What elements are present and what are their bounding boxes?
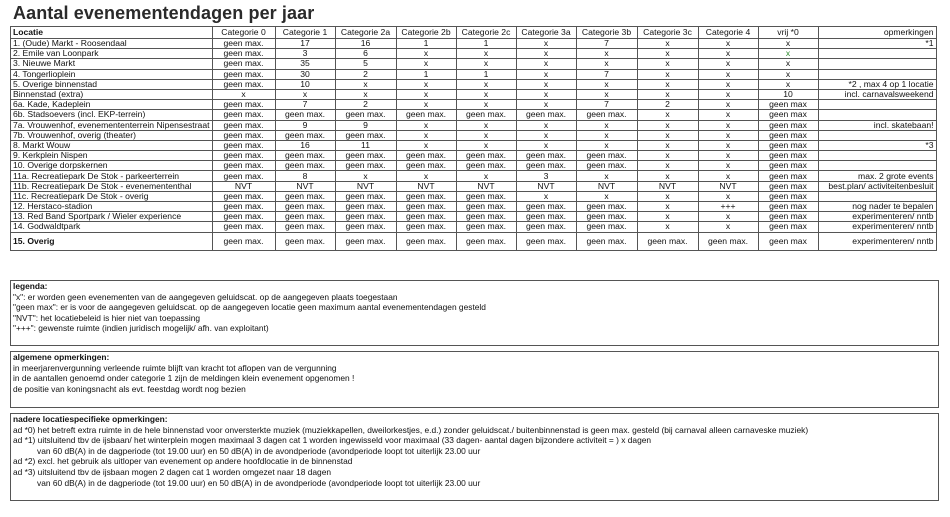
table-row: [11, 49, 937, 59]
value-cell: x: [396, 79, 456, 89]
value-cell: 8: [275, 171, 335, 181]
value-cell: x: [516, 59, 576, 69]
value-cell: x: [576, 49, 637, 59]
location-cell: 11c. Recreatiepark De Stok - overig: [11, 191, 213, 201]
value-cell: x: [456, 100, 516, 110]
value-cell: x: [758, 39, 818, 49]
value-cell: x: [637, 120, 698, 130]
value-cell: x: [698, 120, 758, 130]
value-cell: geen max.: [456, 191, 516, 201]
remarks-cell: [818, 59, 936, 69]
value-cell: geen max.: [335, 212, 396, 222]
value-cell: 1: [456, 69, 516, 79]
table-row: [11, 202, 937, 212]
column-header: vrij *0: [758, 27, 818, 39]
value-cell: geen max.: [212, 59, 275, 69]
column-header: Categorie 2c: [456, 27, 516, 39]
legend-line: "+++": gewenste ruimte (indien juridisch mogelijk/ afh. van exploitant): [13, 323, 269, 334]
value-cell: x: [637, 140, 698, 150]
table-row: [11, 161, 937, 171]
table-row: [11, 171, 937, 181]
value-cell: 11: [335, 140, 396, 150]
remarks-cell: incl. carnavalsweekend: [818, 89, 936, 99]
value-cell: x: [637, 89, 698, 99]
location-cell: Binnenstad (extra): [11, 89, 213, 99]
table-row: [11, 140, 937, 150]
location-cell: 11b. Recreatiepark De Stok - evenemententhal: [11, 181, 213, 191]
value-cell: geen max.: [275, 212, 335, 222]
value-cell: x: [698, 49, 758, 59]
value-cell: geen max.: [212, 212, 275, 222]
value-cell: x: [576, 171, 637, 181]
value-cell: x: [698, 89, 758, 99]
value-cell: geen max: [758, 110, 818, 120]
column-header: Locatie: [11, 27, 213, 39]
value-cell: x: [637, 202, 698, 212]
value-cell: x: [396, 120, 456, 130]
value-cell: NVT: [335, 181, 396, 191]
table-row: [11, 69, 937, 79]
value-cell: x: [637, 59, 698, 69]
location-cell: 2. Emile van Loonpark: [11, 49, 213, 59]
value-cell: geen max.: [275, 130, 335, 140]
value-cell: x: [396, 89, 456, 99]
value-cell: 9: [335, 120, 396, 130]
remarks-cell: *2 , max 4 op 1 locatie: [818, 79, 936, 89]
value-cell: geen max.: [275, 191, 335, 201]
column-header: Categorie 2b: [396, 27, 456, 39]
remarks-cell: [818, 110, 936, 120]
value-cell: x: [516, 49, 576, 59]
general-heading: algemene opmerkingen:: [13, 352, 110, 362]
remarks-cell: *3: [818, 140, 936, 150]
value-cell: x: [698, 161, 758, 171]
value-cell: geen max.: [335, 151, 396, 161]
legend-line: "geen max": er is voor de aangegeven geluidscat. op de aangegeven locatie geen maximum aantal evenementendagen gesteld: [13, 302, 486, 313]
table-row: [11, 222, 937, 232]
value-cell: x: [698, 69, 758, 79]
column-header: Categorie 0: [212, 27, 275, 39]
value-cell: 30: [275, 69, 335, 79]
value-cell: geen max: [758, 151, 818, 161]
remarks-cell: experimenteren/ nntb: [818, 232, 936, 250]
value-cell: geen max: [758, 202, 818, 212]
value-cell: geen max.: [212, 100, 275, 110]
value-cell: geen max.: [456, 232, 516, 250]
value-cell: x: [396, 171, 456, 181]
value-cell: 10: [275, 79, 335, 89]
location-cell: 3. Nieuwe Markt: [11, 59, 213, 69]
value-cell: geen max.: [637, 232, 698, 250]
remarks-cell: incl. skatebaan!: [818, 120, 936, 130]
location-cell: 4. Tongerlioplein: [11, 69, 213, 79]
value-cell: geen max: [758, 232, 818, 250]
column-header: Categorie 2a: [335, 27, 396, 39]
value-cell: x: [758, 49, 818, 59]
value-cell: geen max.: [335, 191, 396, 201]
value-cell: x: [698, 59, 758, 69]
value-cell: x: [637, 39, 698, 49]
page-title: Aantal evenementendagen per jaar: [13, 3, 315, 23]
value-cell: geen max.: [335, 130, 396, 140]
value-cell: x: [456, 171, 516, 181]
value-cell: geen max.: [396, 151, 456, 161]
value-cell: x: [335, 171, 396, 181]
value-cell: x: [698, 100, 758, 110]
table-header-row: [11, 27, 937, 39]
location-cell: 7b. Vrouwenhof, overig (theater): [11, 130, 213, 140]
value-cell: geen max.: [516, 151, 576, 161]
value-cell: geen max.: [212, 69, 275, 79]
table-row: [11, 39, 937, 49]
value-cell: x: [396, 130, 456, 140]
general-line: de positie van koningsnacht als evt. feestdag wordt nog bezien: [13, 383, 246, 394]
value-cell: 17: [275, 39, 335, 49]
value-cell: geen max.: [576, 151, 637, 161]
value-cell: x: [516, 39, 576, 49]
location-cell: 1. (Oude) Markt - Roosendaal: [11, 39, 213, 49]
general-line: in de aantallen genoemd onder categorie 1 zijn de meldingen klein evenement opgenomen !: [13, 373, 355, 384]
value-cell: 1: [396, 69, 456, 79]
value-cell: geen max.: [698, 232, 758, 250]
value-cell: geen max.: [576, 212, 637, 222]
value-cell: x: [637, 171, 698, 181]
value-cell: x: [516, 120, 576, 130]
value-cell: x: [456, 59, 516, 69]
value-cell: geen max.: [396, 161, 456, 171]
value-cell: geen max.: [516, 222, 576, 232]
remarks-cell: [818, 151, 936, 161]
value-cell: x: [637, 222, 698, 232]
value-cell: x: [396, 59, 456, 69]
value-cell: geen max.: [576, 110, 637, 120]
value-cell: geen max.: [456, 222, 516, 232]
value-cell: x: [516, 130, 576, 140]
remarks-cell: *1: [818, 39, 936, 49]
value-cell: geen max.: [396, 191, 456, 201]
location-cell: 7a. Vrouwenhof, evenemententerrein Nipensestraat: [11, 120, 213, 130]
remarks-cell: experimenteren/ nntb: [818, 212, 936, 222]
value-cell: x: [335, 79, 396, 89]
table-row: [11, 100, 937, 110]
table-row: [11, 191, 937, 201]
value-cell: NVT: [212, 181, 275, 191]
value-cell: geen max.: [212, 161, 275, 171]
value-cell: geen max.: [275, 161, 335, 171]
table-row: [11, 120, 937, 130]
value-cell: x: [576, 89, 637, 99]
table-row: [11, 110, 937, 120]
value-cell: x: [456, 130, 516, 140]
specific-line: ad *1) uitsluitend tbv de ijsbaan/ het winterplein mogen maximaal 3 dagen cat 1 worden ingewisseld voor maximaal (33 dagen- aantal dagen bijzondere activiteit = ) x dagen: [13, 435, 652, 446]
value-cell: x: [758, 59, 818, 69]
value-cell: x: [456, 120, 516, 130]
value-cell: NVT: [456, 181, 516, 191]
location-cell: 8. Markt Wouw: [11, 140, 213, 150]
value-cell: geen max.: [516, 110, 576, 120]
value-cell: geen max.: [212, 222, 275, 232]
legend-heading: legenda:: [13, 281, 48, 291]
value-cell: x: [637, 151, 698, 161]
value-cell: x: [576, 140, 637, 150]
event-days-table: [10, 26, 937, 251]
value-cell: x: [456, 79, 516, 89]
value-cell: geen max.: [396, 202, 456, 212]
value-cell: x: [637, 161, 698, 171]
value-cell: geen max: [758, 171, 818, 181]
value-cell: geen max.: [212, 79, 275, 89]
value-cell: geen max.: [576, 222, 637, 232]
table-row: [11, 232, 937, 250]
value-cell: 16: [275, 140, 335, 150]
value-cell: x: [758, 79, 818, 89]
remarks-cell: [818, 130, 936, 140]
value-cell: x: [516, 140, 576, 150]
value-cell: geen max.: [212, 191, 275, 201]
value-cell: geen max: [758, 120, 818, 130]
value-cell: geen max.: [335, 110, 396, 120]
column-header: Categorie 4: [698, 27, 758, 39]
value-cell: geen max.: [212, 130, 275, 140]
value-cell: geen max.: [335, 222, 396, 232]
value-cell: 9: [275, 120, 335, 130]
table-row: [11, 59, 937, 69]
value-cell: x: [516, 100, 576, 110]
value-cell: geen max: [758, 161, 818, 171]
location-cell: 10. Overige dorpskernen: [11, 161, 213, 171]
value-cell: x: [637, 212, 698, 222]
value-cell: 10: [758, 89, 818, 99]
value-cell: geen max: [758, 100, 818, 110]
value-cell: geen max.: [212, 49, 275, 59]
general-remarks-box: [10, 351, 939, 408]
legend-line: "x": er worden geen evenementen van de aangegeven geluidscat. op de aangegeven plaats toegestaan: [13, 291, 398, 302]
value-cell: geen max.: [335, 232, 396, 250]
value-cell: x: [637, 49, 698, 59]
value-cell: geen max.: [516, 212, 576, 222]
remarks-cell: [818, 191, 936, 201]
legend-box: [10, 280, 939, 346]
value-cell: geen max.: [396, 222, 456, 232]
remarks-cell: [818, 69, 936, 79]
table-row: [11, 181, 937, 191]
value-cell: geen max.: [335, 161, 396, 171]
value-cell: x: [396, 100, 456, 110]
remarks-cell: nog nader te bepalen: [818, 202, 936, 212]
value-cell: x: [698, 130, 758, 140]
value-cell: 2: [335, 69, 396, 79]
value-cell: x: [396, 49, 456, 59]
value-cell: geen max.: [456, 202, 516, 212]
value-cell: geen max.: [396, 232, 456, 250]
column-header: opmerkingen: [818, 27, 936, 39]
value-cell: x: [637, 191, 698, 201]
value-cell: x: [576, 59, 637, 69]
value-cell: x: [698, 212, 758, 222]
value-cell: NVT: [516, 181, 576, 191]
value-cell: 6: [335, 49, 396, 59]
specific-heading: nadere locatiespecifieke opmerkingen:: [13, 414, 168, 424]
value-cell: geen max.: [212, 232, 275, 250]
value-cell: geen max: [758, 222, 818, 232]
value-cell: geen max: [758, 130, 818, 140]
value-cell: x: [637, 130, 698, 140]
value-cell: geen max.: [275, 110, 335, 120]
value-cell: x: [698, 140, 758, 150]
location-cell: 9. Kerkplein Nispen: [11, 151, 213, 161]
table-row: [11, 130, 937, 140]
value-cell: x: [637, 110, 698, 120]
value-cell: x: [516, 191, 576, 201]
table-row: [11, 89, 937, 99]
location-cell: 5. Overige binnenstad: [11, 79, 213, 89]
location-cell: 13. Red Band Sportpark / Wieler experience: [11, 212, 213, 222]
location-cell: 6b. Stadsoevers (incl. EKP-terrein): [11, 110, 213, 120]
value-cell: 1: [396, 39, 456, 49]
value-cell: NVT: [637, 181, 698, 191]
value-cell: geen max.: [212, 39, 275, 49]
value-cell: x: [637, 69, 698, 79]
value-cell: geen max: [758, 191, 818, 201]
value-cell: x: [698, 191, 758, 201]
value-cell: geen max.: [212, 171, 275, 181]
value-cell: 3: [516, 171, 576, 181]
value-cell: geen max.: [396, 212, 456, 222]
value-cell: 2: [637, 100, 698, 110]
value-cell: geen max.: [576, 232, 637, 250]
value-cell: 7: [576, 69, 637, 79]
remarks-cell: best.plan/ activiteitenbesluit: [818, 181, 936, 191]
value-cell: geen max.: [576, 161, 637, 171]
value-cell: geen max.: [516, 202, 576, 212]
value-cell: x: [516, 69, 576, 79]
location-cell: 11a. Recreatiepark De Stok - parkeerterrein: [11, 171, 213, 181]
value-cell: geen max.: [212, 151, 275, 161]
remarks-cell: [818, 161, 936, 171]
general-line: in meerjarenvergunning verleende ruimte blijft van kracht tot aflopen van de vergunning: [13, 362, 337, 373]
specific-line: ad *2) excl. het gebruik als uitloper van evenement op andere hoofdlocatie in de binnenstad: [13, 456, 353, 467]
value-cell: geen max.: [335, 202, 396, 212]
value-cell: 35: [275, 59, 335, 69]
value-cell: 7: [576, 39, 637, 49]
value-cell: x: [335, 89, 396, 99]
column-header: Categorie 1: [275, 27, 335, 39]
column-header: Categorie 3a: [516, 27, 576, 39]
value-cell: geen max.: [275, 222, 335, 232]
specific-line: van 60 dB(A) in de dagperiode (tot 19.00 uur) en 50 dB(A) in de avondperiode (avondperiode loopt tot uiterlijk 23.00 uur: [37, 445, 481, 456]
value-cell: x: [516, 79, 576, 89]
value-cell: NVT: [576, 181, 637, 191]
value-cell: x: [516, 89, 576, 99]
remarks-cell: max. 2 grote events: [818, 171, 936, 181]
value-cell: 3: [275, 49, 335, 59]
value-cell: x: [576, 130, 637, 140]
value-cell: geen max.: [275, 151, 335, 161]
table-row: [11, 151, 937, 161]
value-cell: x: [456, 89, 516, 99]
value-cell: x: [576, 79, 637, 89]
remarks-cell: [818, 100, 936, 110]
value-cell: NVT: [698, 181, 758, 191]
value-cell: 7: [275, 100, 335, 110]
value-cell: geen max.: [456, 212, 516, 222]
location-cell: 14. Godwaldtpark: [11, 222, 213, 232]
value-cell: x: [698, 222, 758, 232]
value-cell: x: [698, 79, 758, 89]
value-cell: 5: [335, 59, 396, 69]
value-cell: x: [456, 49, 516, 59]
value-cell: geen max.: [212, 110, 275, 120]
value-cell: geen max.: [212, 202, 275, 212]
value-cell: geen max.: [516, 232, 576, 250]
value-cell: NVT: [275, 181, 335, 191]
value-cell: 1: [456, 39, 516, 49]
value-cell: 16: [335, 39, 396, 49]
location-cell: 6a. Kade, Kadeplein: [11, 100, 213, 110]
value-cell: 7: [576, 100, 637, 110]
value-cell: x: [698, 39, 758, 49]
value-cell: geen max.: [516, 161, 576, 171]
value-cell: geen max.: [275, 202, 335, 212]
value-cell: geen max.: [275, 232, 335, 250]
value-cell: 2: [335, 100, 396, 110]
table-row: [11, 212, 937, 222]
location-cell: 12. Herstaco-stadion: [11, 202, 213, 212]
value-cell: geen max.: [456, 151, 516, 161]
value-cell: x: [396, 140, 456, 150]
value-cell: +++: [698, 202, 758, 212]
location-cell: 15. Overig: [11, 232, 213, 250]
remarks-cell: experimenteren/ nntb: [818, 222, 936, 232]
value-cell: x: [758, 69, 818, 79]
remarks-cell: [818, 49, 936, 59]
column-header: Categorie 3b: [576, 27, 637, 39]
value-cell: geen max.: [456, 161, 516, 171]
value-cell: x: [576, 191, 637, 201]
value-cell: x: [576, 120, 637, 130]
value-cell: geen max.: [212, 120, 275, 130]
value-cell: geen max: [758, 212, 818, 222]
value-cell: x: [275, 89, 335, 99]
value-cell: geen max: [758, 140, 818, 150]
legend-line: "NVT": het locatiebeleid is hier niet van toepassing: [13, 312, 201, 323]
value-cell: x: [698, 171, 758, 181]
value-cell: x: [637, 79, 698, 89]
table-row: [11, 79, 937, 89]
value-cell: geen max.: [576, 202, 637, 212]
value-cell: x: [698, 110, 758, 120]
value-cell: geen max.: [212, 140, 275, 150]
column-header: Categorie 3c: [637, 27, 698, 39]
value-cell: geen max.: [396, 110, 456, 120]
value-cell: geen max: [758, 181, 818, 191]
specific-line: ad *3) uitsluitend tbv de ijsbaan mogen 2 dagen cat 1 worden omgezet naar 18 dagen: [13, 466, 332, 477]
specific-line: ad *0) het betreft extra ruimte in de hele binnenstad voor onversterkte muziek (muziekkapellen, dweilorkestjes, e.d.) zonder geluidscat./ buitenbinnenstad is geen max. gesteld (bij carnaval alleen carnaveske muziek): [13, 424, 809, 435]
specific-line: van 60 dB(A) in de dagperiode (tot 19.00 uur) en 50 dB(A) in de avondperiode (avondperiode loopt tot uiterlijk 23.00 uur: [37, 477, 481, 488]
value-cell: x: [698, 151, 758, 161]
value-cell: x: [212, 89, 275, 99]
value-cell: x: [456, 140, 516, 150]
specific-remarks-box: [10, 413, 939, 501]
value-cell: NVT: [396, 181, 456, 191]
value-cell: geen max.: [456, 110, 516, 120]
